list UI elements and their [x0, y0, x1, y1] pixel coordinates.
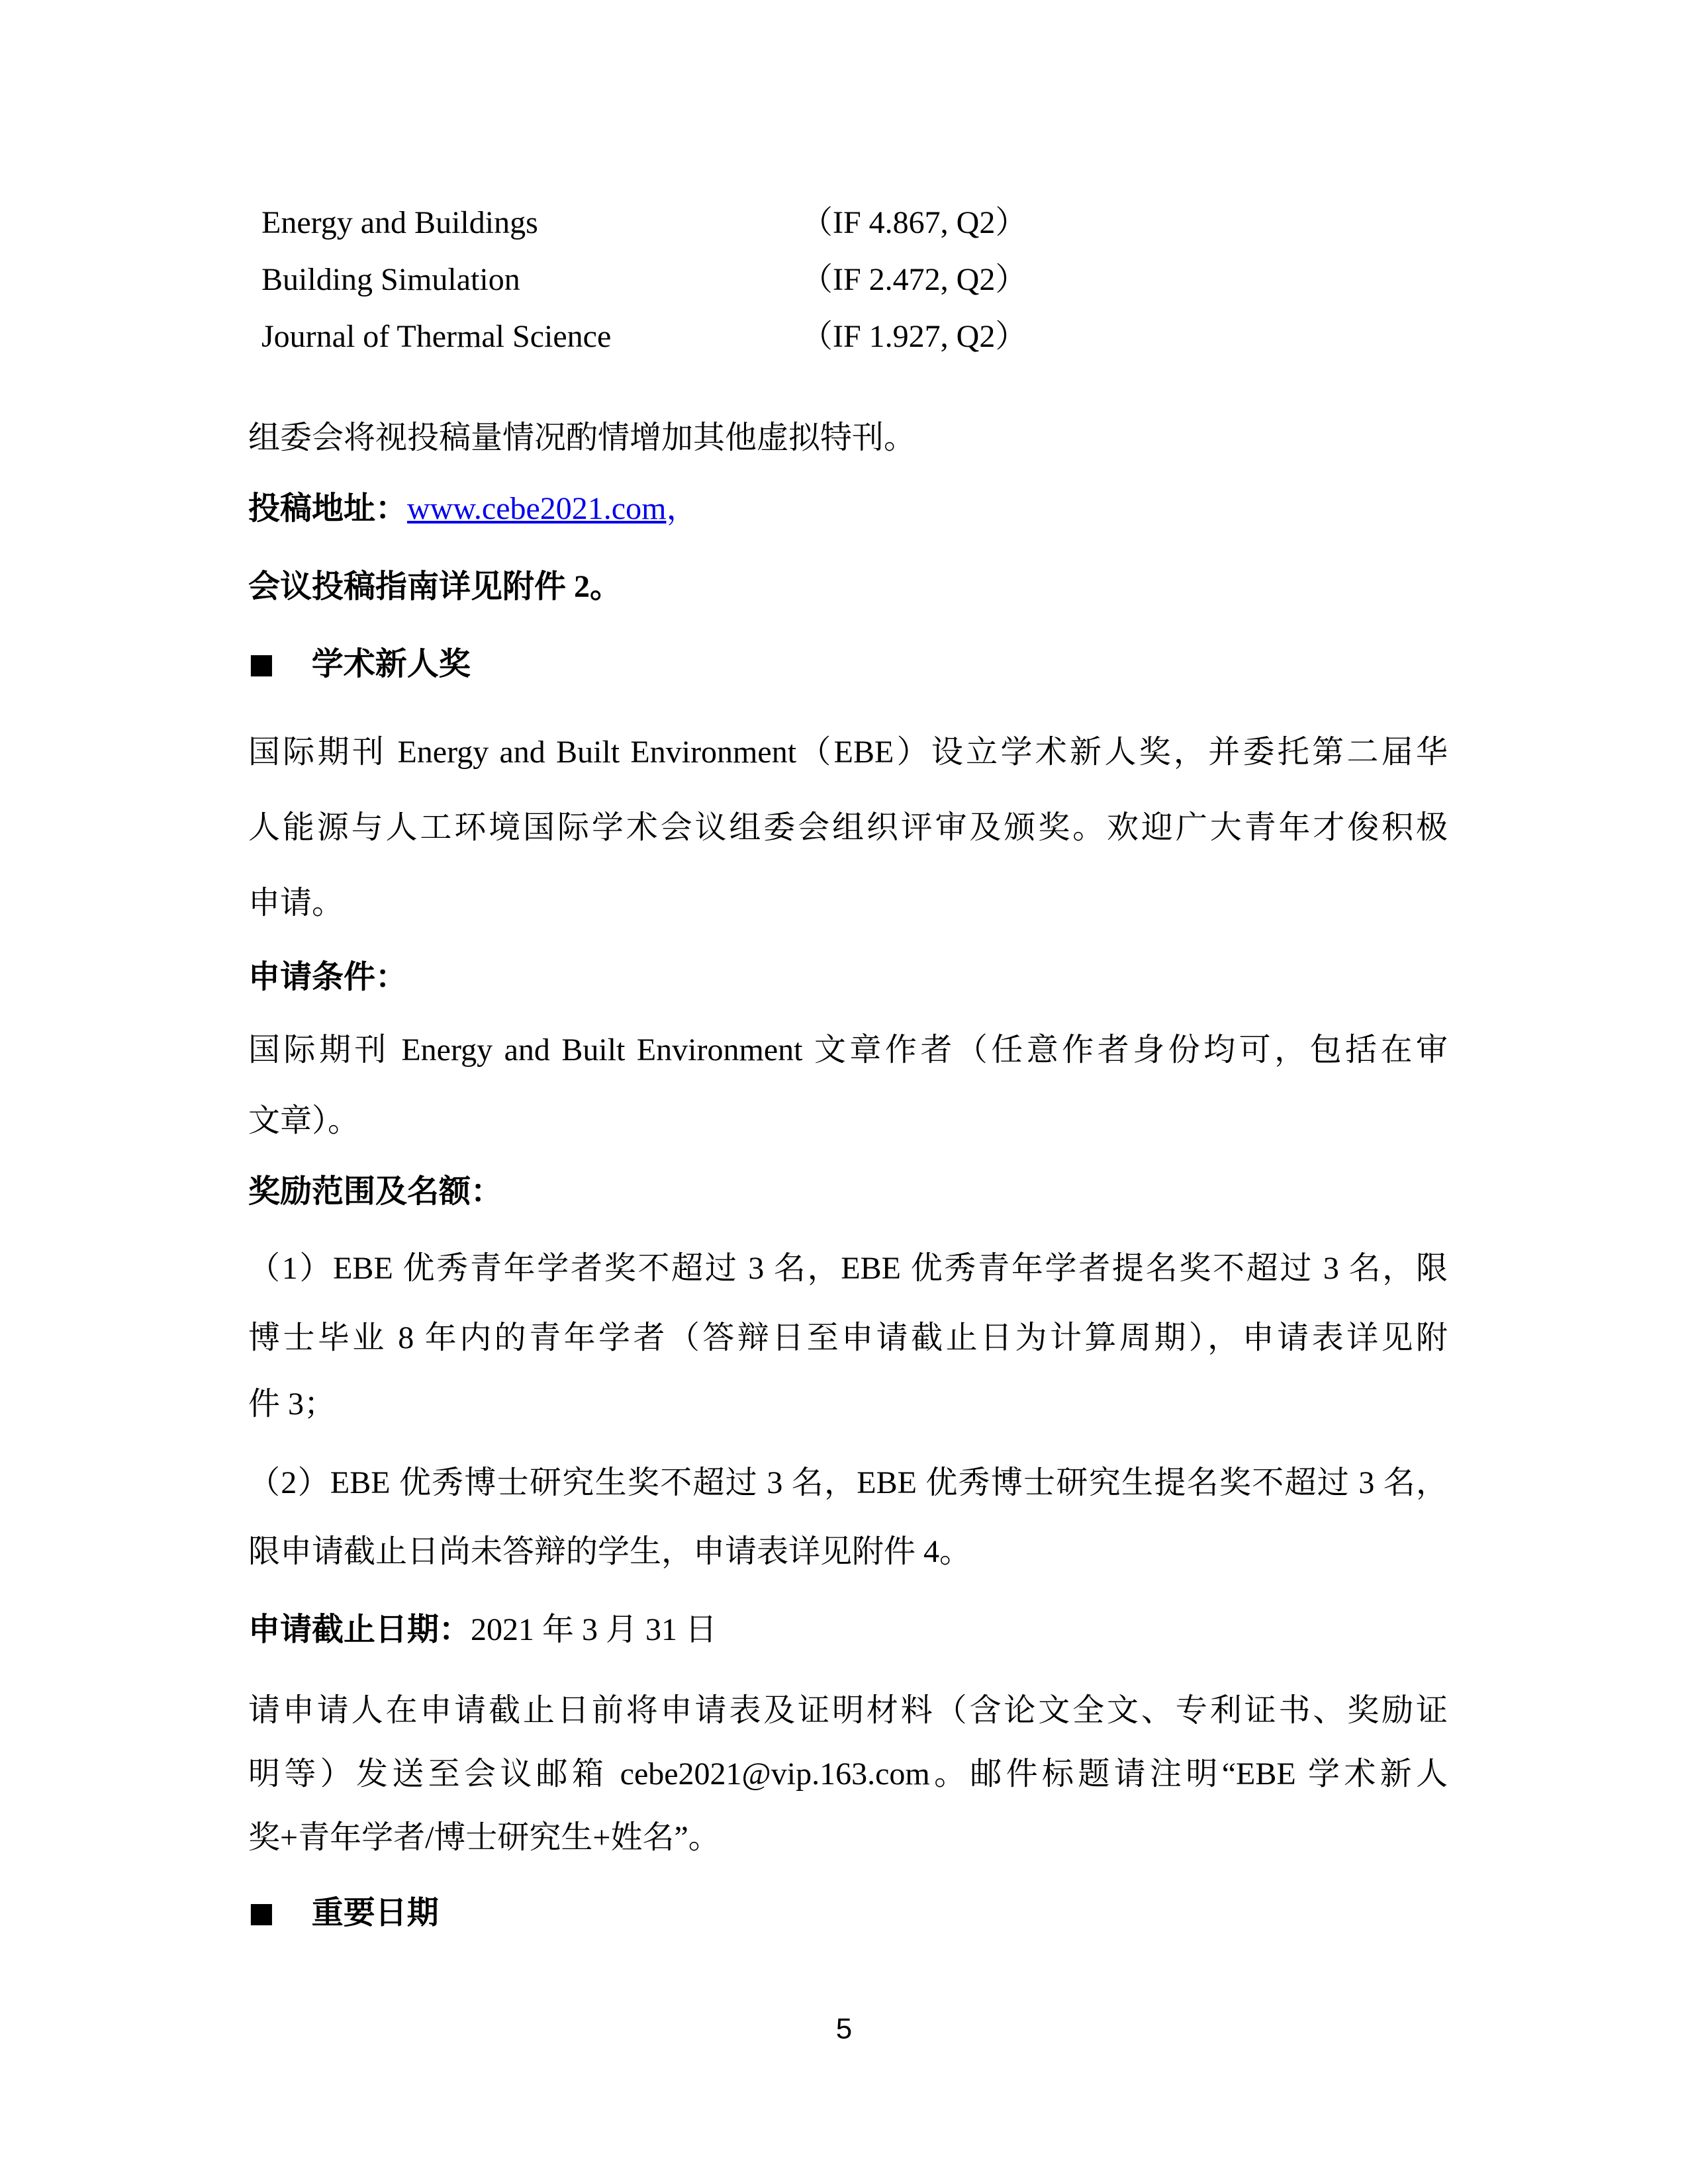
deadline-line — [248, 1611, 1446, 1649]
page-number: 5 — [835, 2013, 853, 2045]
scope-item2-line: （2）EBE 优秀博士研究生奖不超过 3 名，EBE 优秀博士研究生提名奖不超过 3 名， — [248, 1465, 1448, 1500]
deadline-label: 申请截止日期： — [248, 1612, 471, 1647]
award-intro-line: 国际期刊 Energy and Built Environment（EBE）设立学术新人奖，并委托第二届华 — [248, 735, 1448, 770]
journal-impact-factor: （IF 1.927, Q2） — [801, 319, 1027, 354]
journal-name: Energy and Buildings — [261, 205, 538, 240]
journal-row — [0, 318, 1688, 364]
mail-instruction-line: 奖+青年学者/博士研究生+姓名”。 — [248, 1820, 720, 1855]
section-title: 重要日期 — [311, 1895, 439, 1931]
mail-instruction-line: 明等）发送至会议邮箱 cebe2021@vip.163.com。邮件标题请注明“EBE 学术新人 — [248, 1756, 1448, 1792]
journal-impact-factor: （IF 2.472, Q2） — [801, 262, 1027, 297]
scope-item1-line: 件 3； — [248, 1387, 336, 1422]
conditions-line: 文章）。 — [248, 1103, 360, 1138]
section-title: 学术新人奖 — [311, 647, 471, 682]
scope-item1-line: （1）EBE 优秀青年学者奖不超过 3 名，EBE 优秀青年学者提名奖不超过 3 名，限 — [248, 1251, 1448, 1286]
square-bullet-icon: ■ — [248, 647, 275, 680]
submission-guide-note: 会议投稿指南详见附件 2。 — [248, 569, 622, 604]
square-bullet-icon: ■ — [248, 1896, 275, 1929]
submission-address-label: 投稿地址： — [248, 491, 408, 526]
submission-address-line — [248, 490, 1446, 528]
journal-name: Journal of Thermal Science — [261, 319, 612, 354]
deadline-value: 2021 年 3 月 31 日 — [471, 1612, 718, 1647]
section-heading-academic-newcomer-award — [248, 645, 1446, 684]
scope-item2-line: 限申请截止日尚未答辩的学生，申请表详见附件 4。 — [248, 1534, 972, 1569]
journal-name: Building Simulation — [261, 262, 520, 297]
section-heading-important-dates — [248, 1894, 1446, 1933]
conditions-line: 国际期刊 Energy and Built Environment 文章作者（任意作者身份均可，包括在审 — [248, 1032, 1448, 1068]
journal-row — [0, 261, 1688, 307]
mail-instruction-line: 请申请人在申请截止日前将申请表及证明材料（含论文全文、专利证书、奖励证 — [248, 1693, 1448, 1728]
journal-impact-factor: （IF 4.867, Q2） — [801, 205, 1027, 240]
scope-item1-line: 博士毕业 8 年内的青年学者（答辩日至申请截止日为计算周期），申请表详见附 — [248, 1320, 1448, 1355]
scope-heading: 奖励范围及名额： — [248, 1174, 503, 1209]
submission-url-link[interactable]: www.cebe2021.com — [407, 491, 667, 526]
award-intro-line: 申请。 — [248, 886, 344, 921]
virtual-issue-note: 组委会将视投稿量情况酌情增加其他虚拟特刊。 — [248, 420, 916, 455]
submission-url-trailing-comma: ， — [666, 491, 698, 526]
conditions-heading: 申请条件： — [248, 960, 408, 995]
award-intro-line: 人能源与人工环境国际学术会议组委会组织评审及颁奖。欢迎广大青年才俊积极 — [248, 810, 1448, 845]
journal-row — [0, 204, 1688, 250]
